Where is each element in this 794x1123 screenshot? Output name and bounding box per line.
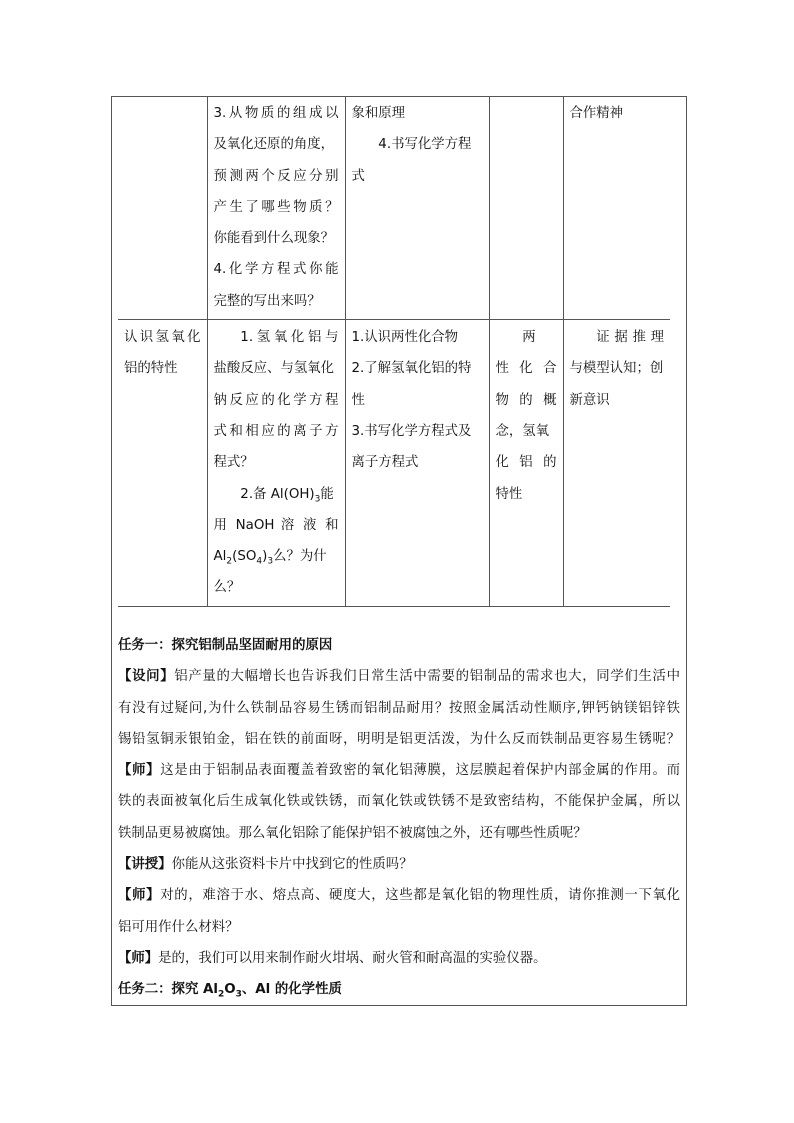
teacher-paragraph: 【师】是的，我们可以用来制作耐火坩埚、耐火管和耐高温的实验仪器。 xyxy=(118,950,547,966)
task1-title: 任务一：探究铝制品坚固耐用的原因 xyxy=(118,638,333,653)
teacher-paragraph: 【师】这是由于铝制品表面覆盖着致密的氧化铝薄膜，这层膜起着保护内部金属的作用。而 xyxy=(118,763,680,779)
cell-questions: 3.从物质的组成以 及氧化还原的角度， 预测两个反应分别 产生了哪些物质？ 你能看到什么现象？ 4.化学方程式你能 完整的写出来吗？ xyxy=(207,96,345,320)
cell-concepts: 两 性 化 合 物 的 概 念，氢氧 化 铝 的 特性 xyxy=(489,320,563,607)
cell-goals: 象和原理 4.书写化学方程 式 xyxy=(345,96,489,320)
table-row xyxy=(118,320,670,607)
table-row xyxy=(118,96,670,320)
cell-topic: 认识氢氧化 铝的特性 xyxy=(118,320,207,607)
cell-topic xyxy=(118,96,207,320)
question-paragraph: 【设问】铝产量的大幅增长也告诉我们日常生活中需要的铝制品的需求也大，同学们生活中 xyxy=(118,669,681,685)
cell-goals: 1.认识两性化合物 2.了解氢氧化铝的特 性 3.书写化学方程式及 离子方程式 xyxy=(345,320,489,607)
task2-title: 任务二：探究 $Al_2O_3$、Al 的化学性质 xyxy=(118,982,342,1000)
teacher-paragraph: 【师】对的，难溶于水、熔点高、硬度大，这些都是氧化铝的物理性质，请你推测一下氧化 xyxy=(118,888,680,904)
lesson-plan-table xyxy=(118,96,670,607)
cell-questions: 1.氢氧化铝与 盐酸反应、与氢氧化 钠反应的化学方程 式和相应的离子方 程式？ 2.备 $Al(OH)_3$能 用 NaOH 溶 液 和 $Al_2(SO_4)_3$么？为什 么？ xyxy=(207,320,345,607)
cell-literacy: 合作精神 xyxy=(563,96,670,320)
cell-concepts xyxy=(489,96,563,320)
lesson-body: 任务一：探究铝制品坚固耐用的原因 【设问】铝产量的大幅增长也告诉我们日常生活中需要的铝制品的需求也大，同学们生活中 有没有过疑问,为什么铁制品容易生锈而铝制品耐用？按照金属活动性顺序,钾钙钠镁铝锌铁 锡铅氢铜汞银铂金，铝在铁的前面呀，明明是铝更活泼，为什么反而铁制品更容易生锈呢？ 【师】这是由于铝制品表面覆盖着致密的氧化铝薄膜，这层膜起着保护内部金属的作用。而 铁的表面被氧化后生成氧化铁或铁锈，而氧化铁或铁锈不是致密结构，不能保护金属，所以 铁制品更易被腐蚀。那么氧化铝除了能保护铝不被腐蚀之外，还有哪些性质呢？ 【讲授】你能从这张资料卡片中找到它的性质吗？ 【师】对的，难溶于水、熔点高、硬度大，这些都是氧化铝的物理性质，请你推测一下氧化 铝可用作什么材料？ 【师】是的，我们可以用来制作耐火坩埚、耐火管和耐高温的实验仪器。 任务二：探究 $Al_2O_3$、Al 的化学性质 xyxy=(118,630,680,1006)
cell-literacy: 证 据 推 理 与模型认知；创 新意识 xyxy=(563,320,670,607)
lecture-paragraph: 【讲授】你能从这张资料卡片中找到它的性质吗？ xyxy=(118,857,413,873)
